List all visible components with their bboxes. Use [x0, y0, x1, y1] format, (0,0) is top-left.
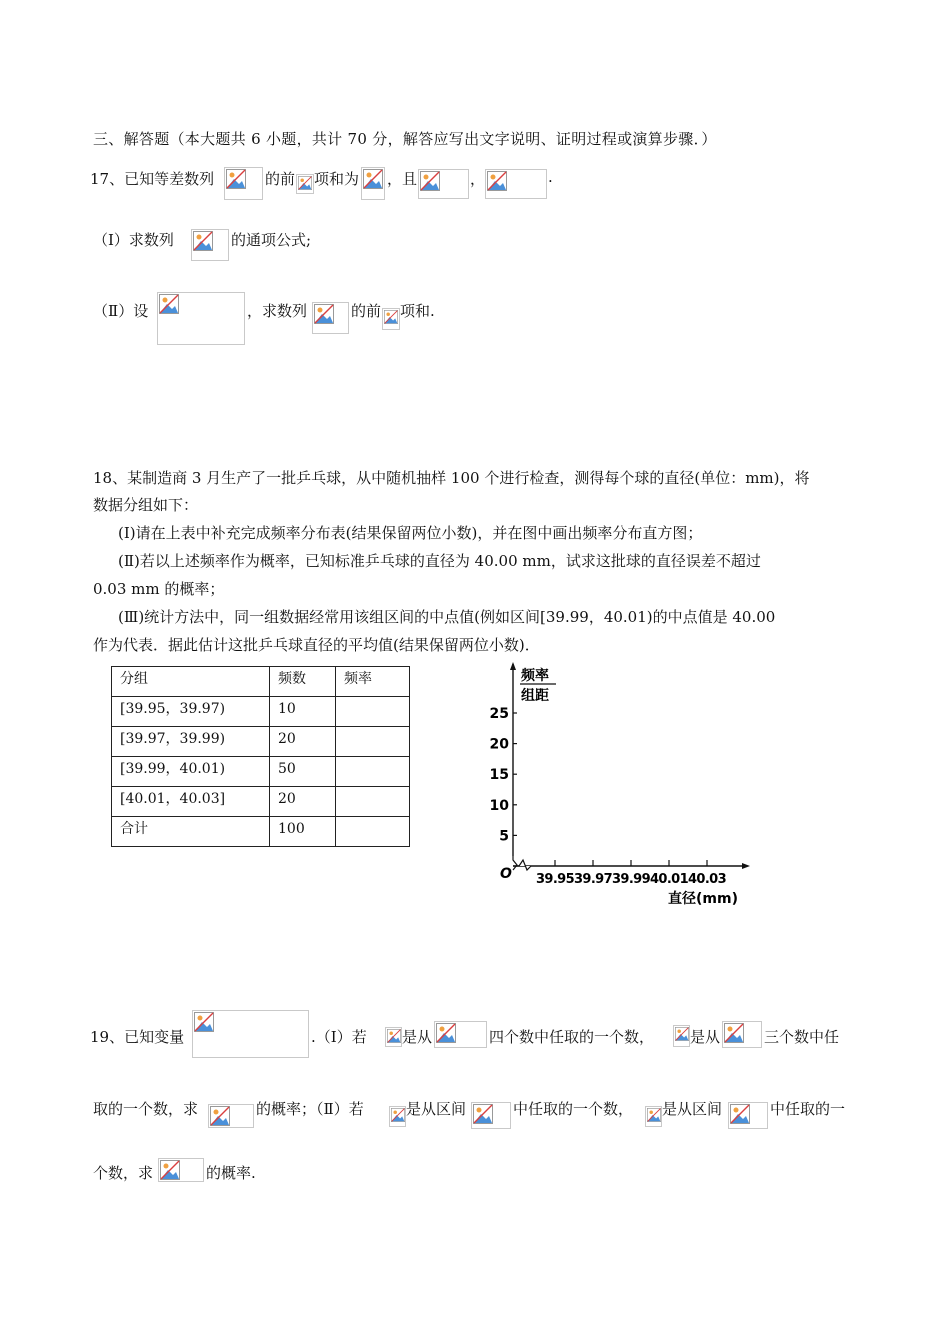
y-label-bottom: 组距 — [521, 688, 549, 704]
q19-line2-text-b: 的概率；（Ⅱ）若 — [256, 1100, 364, 1118]
q17-part2-text-b: ，求数列 — [247, 302, 308, 320]
frequency-table — [111, 666, 410, 847]
q19-line1-text-e: 是从 — [690, 1028, 721, 1046]
q19-line3-text-a: 个数，求 — [93, 1164, 154, 1182]
q19-line3-text-b: 的概率. — [206, 1164, 256, 1182]
y-tick-label: 20 — [489, 736, 509, 753]
table-cell: 20 — [270, 727, 336, 757]
table-cell — [336, 757, 410, 787]
formula-image-icon — [645, 1106, 662, 1127]
q19-line1-text-f: 三个数中任 — [764, 1028, 840, 1046]
q17-part2-text-a: （Ⅱ）设 — [93, 302, 149, 320]
q17-part2-text-d: 项和. — [400, 302, 435, 320]
table-cell — [336, 697, 410, 727]
y-axis-arrow — [510, 662, 516, 670]
formula-image-icon — [389, 1106, 406, 1127]
formula-image-icon — [485, 169, 547, 199]
formula-image-icon — [224, 167, 263, 200]
formula-image-icon — [722, 1021, 762, 1048]
q17-text-5: ， — [470, 170, 486, 188]
q17-text-2: 的前 — [265, 170, 296, 188]
q17-text-3: 项和为 — [314, 170, 360, 188]
q19-line1-text-d: 四个数中任取的一个数， — [489, 1028, 655, 1046]
formula-image-icon — [208, 1104, 254, 1128]
table-cell: 50 — [270, 757, 336, 787]
q18-line-7: 作为代表．据此估计这批乒乓球直径的平均值(结果保留两位小数)． — [93, 636, 540, 654]
formula-image-icon — [673, 1025, 690, 1047]
x-tick-label: 40.01 — [649, 872, 689, 887]
section-heading: 三、解答题（本大题共 6 小题，共计 70 分，解答应写出文字说明、证明过程或演算步骤．） — [93, 130, 717, 148]
table-header-row — [112, 667, 410, 697]
origin-label: O — [500, 866, 512, 882]
q18-line-2: 数据分组如下： — [93, 496, 199, 514]
x-tick-label: 39.97 — [573, 872, 613, 887]
q18-line-1: 18、某制造商 3 月生产了一批乒乓球，从中随机抽样 100 个进行检查，测得每个球的直径(单位：mm)，将 — [93, 469, 810, 487]
table-cell: 20 — [270, 787, 336, 817]
table-header-cell: 频率 — [336, 667, 410, 697]
formula-image-icon — [728, 1102, 768, 1129]
x-tick-label: 40.03 — [687, 872, 727, 887]
axis-break-mark — [513, 860, 531, 870]
y-tick-label: 25 — [489, 706, 509, 722]
formula-image-icon — [385, 1027, 402, 1047]
table-header-cell: 分组 — [112, 667, 270, 697]
q19-line2-text-e: 是从区间 — [662, 1100, 723, 1118]
table-cell: [39.99，40.01) — [112, 757, 270, 787]
formula-image-icon — [191, 229, 229, 261]
y-tick-label: 5 — [499, 828, 509, 845]
y-tick-label: 15 — [489, 767, 509, 784]
x-axis-arrow — [742, 863, 750, 869]
table-header-cell: 频数 — [270, 667, 336, 697]
formula-image-icon — [361, 167, 385, 200]
table-cell: 合计 — [112, 817, 270, 847]
formula-image-icon — [192, 1010, 309, 1058]
q17-part1-text-b: 的通项公式; — [231, 231, 312, 249]
formula-image-icon — [158, 1158, 204, 1182]
formula-image-icon — [296, 174, 314, 194]
table-cell: 10 — [270, 697, 336, 727]
formula-image-icon — [312, 302, 349, 334]
histogram-axes-chart — [488, 660, 763, 915]
q19-line1-text-b: .（Ⅰ）若 — [311, 1028, 367, 1046]
q19-line2-text-c: 是从区间 — [406, 1100, 467, 1118]
formula-image-icon — [434, 1021, 487, 1048]
formula-image-icon — [157, 292, 245, 345]
formula-image-icon — [471, 1102, 511, 1129]
q18-line-3: (Ⅰ)请在上表中补充完成频率分布表(结果保留两位小数)，并在图中画出频率分布直方图； — [118, 524, 703, 542]
q18-line-6: (Ⅲ)统计方法中，同一组数据经常用该组区间的中点值(例如区间[39.99，40.01)的中点值是 40.00 — [118, 608, 776, 626]
y-tick-label: 10 — [489, 797, 509, 814]
q19-line1-text-c: 是从 — [402, 1028, 433, 1046]
q19-line1-text-a: 19、已知变量 — [90, 1028, 185, 1046]
table-cell — [336, 727, 410, 757]
table-cell — [336, 787, 410, 817]
table-row — [112, 697, 410, 727]
q17-text-4: ，且 — [387, 170, 418, 188]
table-row — [112, 727, 410, 757]
formula-image-icon — [418, 169, 469, 199]
axis-break-mark — [513, 856, 517, 870]
q17-text-1: 17、已知等差数列 — [90, 170, 215, 188]
q17-part1-text-a: （Ⅰ）求数列 — [93, 231, 174, 249]
table-row — [112, 787, 410, 817]
table-cell — [336, 817, 410, 847]
q19-line2-text-f: 中任取的一 — [770, 1100, 846, 1118]
table-row — [112, 817, 410, 847]
q17-text-6: . — [548, 168, 553, 186]
x-axis-label: 直径(mm) — [668, 891, 738, 907]
q19-line2-text-d: 中任取的一个数， — [513, 1100, 634, 1118]
q18-line-5: 0.03 mm 的概率； — [93, 580, 225, 598]
q17-part2-text-c: 的前 — [351, 302, 382, 320]
table-cell: 100 — [270, 817, 336, 847]
y-label-top: 频率 — [521, 668, 549, 684]
q18-line-4: (Ⅱ)若以上述频率作为概率，已知标准乒乓球的直径为 40.00 mm，试求这批球的直径误差不超过 — [118, 552, 761, 570]
table-cell: [40.01，40.03] — [112, 787, 270, 817]
table-row — [112, 757, 410, 787]
table-cell: [39.95，39.97) — [112, 697, 270, 727]
table-cell: [39.97，39.99) — [112, 727, 270, 757]
q19-line2-text-a: 取的一个数，求 — [93, 1100, 199, 1118]
x-tick-label: 39.99 — [611, 872, 651, 887]
x-tick-label: 39.95 — [535, 872, 575, 887]
formula-image-icon — [382, 308, 400, 330]
